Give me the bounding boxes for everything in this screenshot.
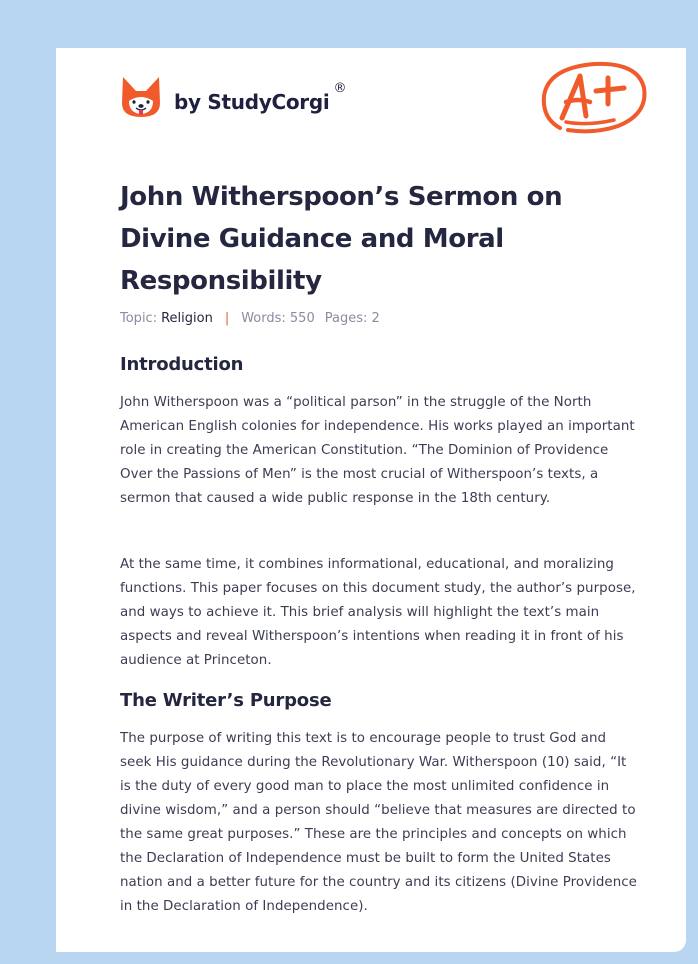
document-meta [120, 311, 380, 326]
meta-separator: | [224, 311, 230, 326]
a-plus-grade-icon [538, 58, 650, 138]
paragraph: John Witherspoon was a “political parson” in the struggle of the North American English colonies for independence. His works played an important role in creating the American Constitution. “The Dominion of Providence Over the Passions of Men” is the most crucial of Witherspoon’s texts, a sermon that caused a wide public response in the 18th century. [120, 395, 635, 506]
brand-name: by StudyCorgi [174, 90, 330, 114]
paragraph: The purpose of writing this text is to encourage people to trust God and seek His guidance during the Revolutionary War. Witherspoon (10) said, “It is the duty of every good man to place the most unlimited confidence in divine wisdom,” and a person should “believe that measures are directed to the same great purposes.” These are the principles and concepts on which the Declaration of Independence must be built to form the United States nation and a better future for the country and its citizens (Divine Providence in the Declaration of Independence). [120, 731, 637, 914]
word-count: Words: 550 [241, 311, 315, 326]
document-card [56, 48, 686, 952]
studycorgi-logo[interactable] [120, 75, 346, 121]
page-count: Pages: 2 [324, 311, 380, 326]
topic-label: Topic: [120, 311, 158, 326]
corgi-icon [120, 75, 162, 121]
section-heading-writers-purpose: The Writer’s Purpose [120, 690, 332, 711]
topic-link[interactable]: Religion [161, 311, 213, 326]
page-title: John Witherspoon’s Sermon on Divine Guidance and Moral Responsibility [120, 182, 563, 296]
registered-mark: ® [333, 80, 347, 96]
section-heading-introduction: Introduction [120, 354, 244, 375]
paragraph: At the same time, it combines informational, educational, and moralizing functions. This paper focuses on this document study, the author’s purpose, and ways to achieve it. This brief analysis will highlight the text’s main aspects and reveal Witherspoon’s intentions when reading it in front of his audience at Princeton. [120, 557, 636, 668]
